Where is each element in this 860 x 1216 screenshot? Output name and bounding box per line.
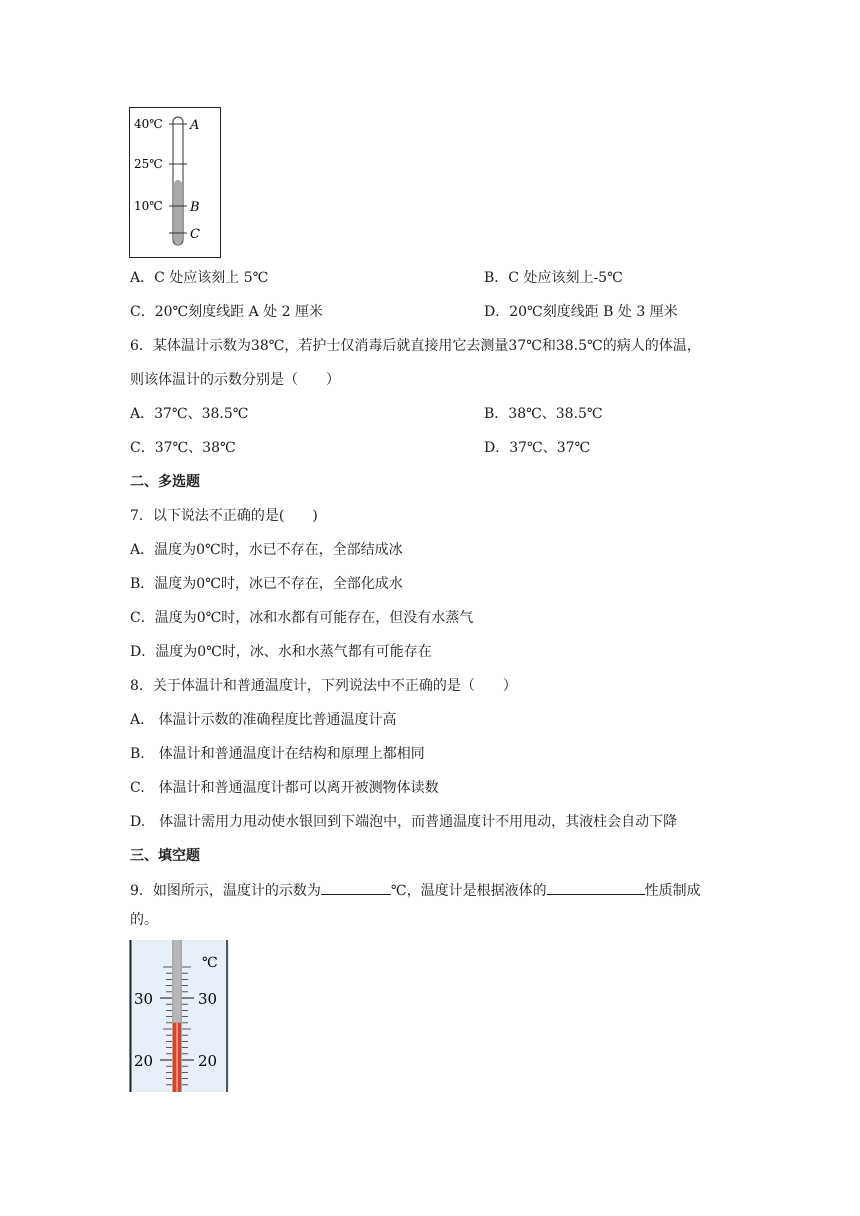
q6-option-b: B．38℃、38.5℃ xyxy=(484,406,603,422)
q7-option-b: B．温度为0℃时，冰已不存在，全部化成水 xyxy=(130,576,403,592)
left-label-30: 30 xyxy=(134,990,154,1008)
section-heading-fill-blank: 三、填空题 xyxy=(130,848,200,864)
q5-option-b: B．C 处应该刻上-5℃ xyxy=(484,270,623,286)
q9-stem-line2: 的。 xyxy=(130,912,158,928)
q7-stem: 7．以下说法不正确的是( ) xyxy=(130,508,318,524)
q6-option-d: D．37℃、37℃ xyxy=(484,440,591,456)
q6-stem-line1: 6．某体温计示数为38℃，若护士仅消毒后就直接用它去测量37℃和38.5℃的病人的体温， xyxy=(130,338,701,354)
q7-option-a: A．温度为0℃时，水已不存在，全部结成冰 xyxy=(130,542,403,558)
left-label-20: 20 xyxy=(134,1052,154,1070)
q5-option-a: A．C 处应该刻上 5℃ xyxy=(130,270,269,286)
label-b: B xyxy=(190,200,200,215)
q9-text-part2: ℃，温度计是根据液体的 xyxy=(390,883,547,899)
q8-stem: 8．关于体温计和普通温度计，下列说法中不正确的是（ ） xyxy=(130,678,517,694)
q7-option-d: D．温度为0℃时，冰、水和水蒸气都有可能存在 xyxy=(130,644,432,660)
q5-option-d: D．20℃刻度线距 B 处 3 厘米 xyxy=(484,304,678,320)
right-label-30: 30 xyxy=(198,990,218,1008)
thermometer-figure-abc xyxy=(129,107,221,258)
liquid-column xyxy=(174,180,182,245)
label-10: 10℃ xyxy=(134,199,163,213)
q6-stem-line2: 则该体温计的示数分别是（ ） xyxy=(130,372,340,388)
q9-text-part3: 性质制成 xyxy=(644,883,701,899)
q5-option-c: C．20℃刻度线距 A 处 2 厘米 xyxy=(130,304,324,320)
q8-option-d: D. 体温计需用力甩动使水银回到下端泡中，而普通温度计不用甩动，其液柱会自动下降 xyxy=(130,814,678,830)
q9-blank-reading[interactable] xyxy=(321,880,391,895)
q8-option-b: B. 体温计和普通温度计在结构和原理上都相同 xyxy=(130,746,425,762)
q9-text-part1: 9．如图所示，温度计的示数为 xyxy=(130,883,321,899)
q8-option-a: A. 体温计示数的准确程度比普通温度计高 xyxy=(130,712,397,728)
label-c: C xyxy=(190,227,200,242)
label-a: A xyxy=(190,118,200,133)
unit-label: ℃ xyxy=(202,955,218,971)
section-heading-multiple-choice: 二、多选题 xyxy=(130,474,200,490)
label-25: 25℃ xyxy=(134,157,163,171)
q9-blank-property[interactable] xyxy=(547,880,645,895)
q6-option-a: A．37℃、38.5℃ xyxy=(130,406,249,422)
q7-option-c: C．温度为0℃时，冰和水都有可能存在，但没有水蒸气 xyxy=(130,610,474,626)
thermometer-figure-reading xyxy=(129,940,229,1092)
label-40: 40℃ xyxy=(134,117,163,131)
q9-stem xyxy=(130,880,701,901)
q6-option-c: C．37℃、38℃ xyxy=(130,440,236,456)
q8-option-c: C. 体温计和普通温度计都可以离开被测物体读数 xyxy=(130,780,439,796)
right-label-20: 20 xyxy=(198,1052,218,1070)
